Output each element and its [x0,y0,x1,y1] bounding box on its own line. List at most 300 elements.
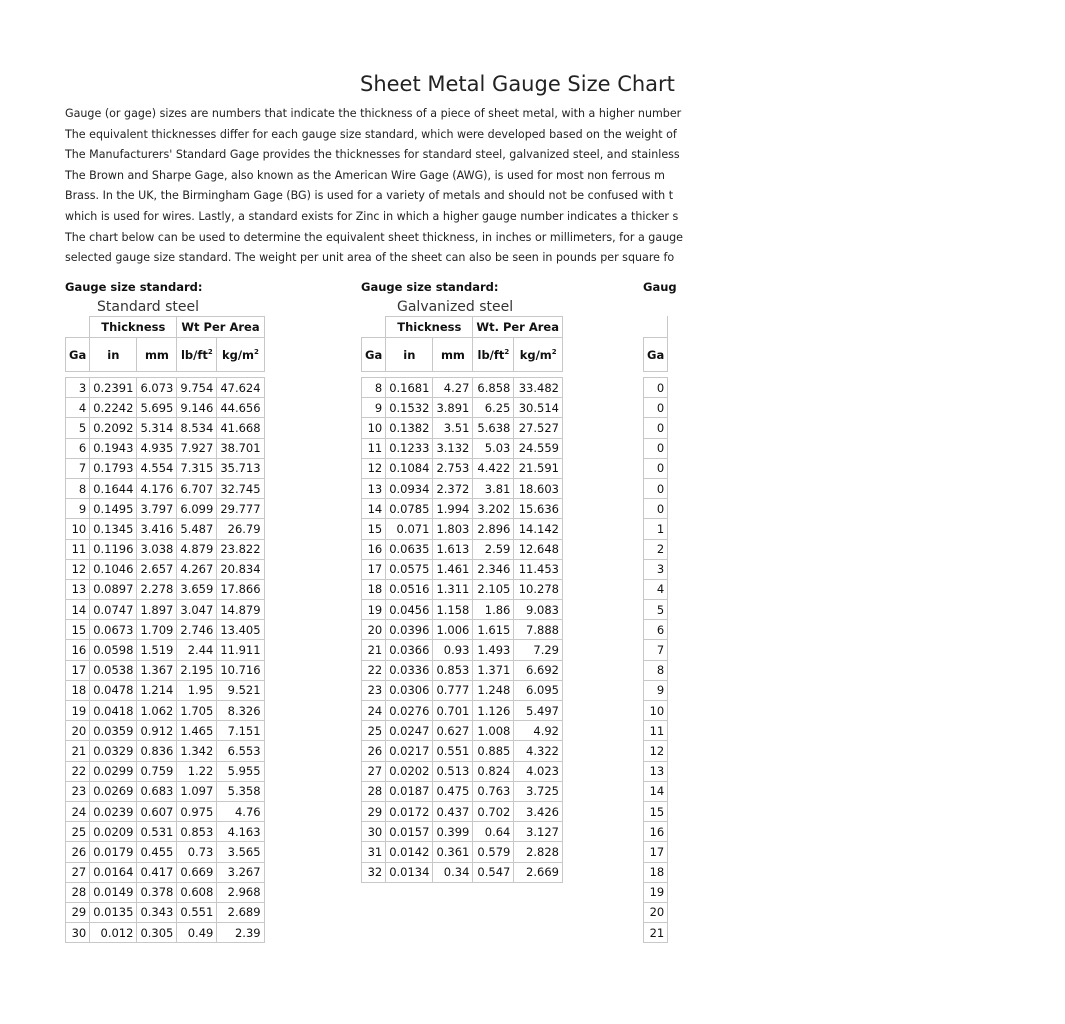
inch-cell: 0.0516 [386,579,433,599]
mm-cell: 1.158 [433,600,473,620]
table-row [644,418,668,438]
mm-cell: 2.372 [433,478,473,498]
kg-m2-cell: 26.79 [217,519,264,539]
gauge-cell: 13 [66,579,90,599]
in-header: in [386,338,433,372]
inch-cell: 0.0187 [386,781,433,801]
mm-cell: 1.461 [433,559,473,579]
lb-ft2-header: $lb/ft^2$ [177,338,217,372]
table-row [66,458,265,478]
kg-m2-header: $kg/m^2$ [514,338,563,372]
lb-ft2-cell: 7.927 [177,438,217,458]
table-row [362,801,563,821]
gauge-cell: 1 [644,519,668,539]
gauge-size-label: Gaug [643,280,677,294]
inch-cell: 0.0269 [90,781,137,801]
gauge-cell: 0 [644,418,668,438]
mm-cell: 3.132 [433,438,473,458]
gauge-cell: 24 [362,701,386,721]
mm-cell: 1.613 [433,539,473,559]
thickness-group-header: Thickness [386,317,473,338]
gauge-cell: 10 [362,418,386,438]
kg-m2-header: $kg/m^2$ [217,338,264,372]
ga-header: Ga [66,338,90,372]
mm-cell: 0.93 [433,640,473,660]
table-row [362,701,563,721]
lb-ft2-cell: 1.126 [473,701,514,721]
table-row [66,781,265,801]
gauge-cell: 19 [362,600,386,620]
gauge-cell: 8 [66,478,90,498]
ga-header: Ga [644,338,668,372]
inch-cell: 0.0673 [90,620,137,640]
lb-ft2-cell: 1.008 [473,721,514,741]
table-row [644,438,668,458]
inch-cell: 0.0217 [386,741,433,761]
lb-ft2-cell: 3.659 [177,579,217,599]
gauge-cell: 10 [644,701,668,721]
gauge-cell: 17 [644,842,668,862]
table-row [66,923,265,943]
gauge-cell: 29 [362,801,386,821]
table-row [644,600,668,620]
mm-cell: 0.34 [433,862,473,882]
gauge-cell: 0 [644,438,668,458]
gauge-cell: 12 [66,559,90,579]
inch-cell: 0.2391 [90,378,137,398]
lb-ft2-cell: 5.638 [473,418,514,438]
gauge-cell: 4 [644,579,668,599]
mm-cell: 1.519 [137,640,177,660]
lb-ft2-cell: 6.707 [177,478,217,498]
lb-ft2-cell: 1.615 [473,620,514,640]
gauge-cell: 12 [644,741,668,761]
table-row [66,761,265,781]
lb-ft2-cell: 3.81 [473,478,514,498]
table-row [66,418,265,438]
weight-group-header: Wt Per Area [177,317,264,338]
kg-m2-cell: 4.92 [514,721,563,741]
gauge-cell: 13 [644,761,668,781]
gauge-cell: 27 [66,862,90,882]
kg-m2-cell: 44.656 [217,398,264,418]
kg-m2-cell: 3.426 [514,801,563,821]
corner-cell [644,317,668,338]
mm-cell: 0.399 [433,822,473,842]
gauge-cell: 0 [644,378,668,398]
kg-m2-cell: 2.689 [217,902,264,922]
table-row [66,620,265,640]
kg-m2-cell: 21.591 [514,458,563,478]
lb-ft2-cell: 3.202 [473,499,514,519]
table-row [362,741,563,761]
inch-cell: 0.0575 [386,559,433,579]
intro-line: The equivalent thicknesses differ for each gauge size standard, which were developed based on the weight of [65,127,677,141]
table-row [66,902,265,922]
lb-ft2-cell: 1.465 [177,721,217,741]
gauge-cell: 3 [644,559,668,579]
kg-m2-cell: 4.163 [217,822,264,842]
kg-m2-cell: 14.142 [514,519,563,539]
kg-m2-cell: 6.692 [514,660,563,680]
inch-cell: 0.0336 [386,660,433,680]
mm-cell: 0.378 [137,882,177,902]
mm-cell: 0.551 [433,741,473,761]
gauge-cell: 0 [644,478,668,498]
kg-m2-cell: 15.636 [514,499,563,519]
lb-ft-unit: lb/ft [477,347,505,362]
table-row [644,701,668,721]
gauge-cell: 29 [66,902,90,922]
inch-cell: 0.1495 [90,499,137,519]
table-row [644,398,668,418]
lb-ft2-cell: 7.315 [177,458,217,478]
inch-cell: 0.0598 [90,640,137,660]
table-row [644,620,668,640]
mm-cell: 5.314 [137,418,177,438]
table-row [66,660,265,680]
corner-cell [362,317,386,338]
table-row [644,660,668,680]
gauge-cell: 22 [362,660,386,680]
table-row [362,600,563,620]
mm-cell: 3.797 [137,499,177,519]
table-row [644,579,668,599]
table-row [362,862,563,882]
gauge-cell: 17 [66,660,90,680]
inch-cell: 0.0418 [90,701,137,721]
lb-ft2-cell: 8.534 [177,418,217,438]
kg-m2-cell: 2.828 [514,842,563,862]
gauge-cell: 16 [66,640,90,660]
table-row [362,579,563,599]
gauge-cell: 15 [362,519,386,539]
gauge-cell: 8 [644,660,668,680]
kg-m2-cell: 18.603 [514,478,563,498]
mm-cell: 0.683 [137,781,177,801]
kg-m2-cell: 47.624 [217,378,264,398]
gauge-cell: 20 [362,620,386,640]
mm-cell: 1.803 [433,519,473,539]
gauge-cell: 18 [66,680,90,700]
table-row [644,882,668,902]
mm-cell: 3.51 [433,418,473,438]
thickness-group-header: Thickness [90,317,177,338]
table-row [362,680,563,700]
intro-line: Gauge (or gage) sizes are numbers that indicate the thickness of a piece of sheet metal, with a higher number [65,107,682,120]
mm-cell: 4.176 [137,478,177,498]
lb-ft2-cell: 1.097 [177,781,217,801]
kg-m2-cell: 27.527 [514,418,563,438]
gauge-cell: 21 [362,640,386,660]
gauge-cell: 11 [362,438,386,458]
inch-cell: 0.1943 [90,438,137,458]
gauge-cell: 5 [66,418,90,438]
table-row [644,539,668,559]
inch-cell: 0.0157 [386,822,433,842]
table-row [66,701,265,721]
gauge-cell: 21 [66,741,90,761]
lb-ft2-cell: 4.267 [177,559,217,579]
inch-cell: 0.0456 [386,600,433,620]
table-row [362,418,563,438]
mm-cell: 0.627 [433,721,473,741]
table-row [644,721,668,741]
inch-cell: 0.1345 [90,519,137,539]
table-row [362,842,563,862]
table-row [644,378,668,398]
gauge-cell: 18 [644,862,668,882]
gauge-cell: 31 [362,842,386,862]
mm-cell: 0.759 [137,761,177,781]
lb-ft2-cell: 6.858 [473,378,514,398]
mm-cell: 0.777 [433,680,473,700]
inch-cell: 0.0276 [386,701,433,721]
in-header: in [90,338,137,372]
intro-line: selected gauge size standard. The weight per unit area of the sheet can also be seen in pounds per square fo [65,251,675,265]
gauge-cell: 15 [66,620,90,640]
table-row [66,519,265,539]
gauge-cell: 7 [644,640,668,660]
lb-ft2-cell: 0.763 [473,781,514,801]
inch-cell: 0.1532 [386,398,433,418]
kg-m2-cell: 10.716 [217,660,264,680]
kg-m2-cell: 5.497 [514,701,563,721]
kg-m2-cell: 2.968 [217,882,264,902]
kg-m2-cell: 30.514 [514,398,563,418]
table-row [644,822,668,842]
inch-cell: 0.0142 [386,842,433,862]
table-row [644,781,668,801]
inch-cell: 0.0747 [90,600,137,620]
gauge-cell: 0 [644,458,668,478]
lb-ft2-cell: 1.95 [177,680,217,700]
lb-ft2-cell: 0.64 [473,822,514,842]
gauge-cell: 26 [66,842,90,862]
intro-paragraph [65,104,1065,269]
table-row [66,539,265,559]
gauge-cell: 16 [362,539,386,559]
kg-m2-cell: 38.701 [217,438,264,458]
inch-cell: 0.1793 [90,458,137,478]
gauge-cell: 11 [644,721,668,741]
mm-cell: 3.038 [137,539,177,559]
standard-name: Standard steel [97,299,200,315]
gauge-cell: 12 [362,458,386,478]
mm-cell: 4.27 [433,378,473,398]
inch-cell: 0.1046 [90,559,137,579]
kg-m2-cell: 9.083 [514,600,563,620]
table-row [644,478,668,498]
mm-cell: 1.311 [433,579,473,599]
lb-ft2-cell: 0.885 [473,741,514,761]
intro-line: The Brown and Sharpe Gage, also known as the American Wire Gage (AWG), is used for most non ferrous m [65,168,665,182]
mm-cell: 0.305 [137,923,177,943]
table-row [362,458,563,478]
gauge-cell: 14 [66,600,90,620]
inch-cell: 0.0172 [386,801,433,821]
gauge-cell: 4 [66,398,90,418]
lb-ft2-cell: 2.59 [473,539,514,559]
table-row [66,862,265,882]
gauge-cell: 9 [644,680,668,700]
mm-cell: 1.214 [137,680,177,700]
table-row [362,660,563,680]
inch-cell: 0.0239 [90,801,137,821]
lb-ft2-cell: 0.824 [473,761,514,781]
gauge-table-third [643,316,668,943]
kg-m2-cell: 2.669 [514,862,563,882]
lb-ft2-cell: 0.73 [177,842,217,862]
mm-cell: 6.073 [137,378,177,398]
gauge-cell: 23 [66,781,90,801]
gauge-size-label: Gauge size standard: [65,280,203,294]
gauge-cell: 30 [66,923,90,943]
table-row [644,923,668,943]
lb-ft2-cell: 0.551 [177,902,217,922]
gauge-cell: 18 [362,579,386,599]
gauge-cell: 14 [644,781,668,801]
gauge-cell: 19 [644,882,668,902]
gauge-cell: 20 [644,902,668,922]
gauge-cell: 25 [66,822,90,842]
table-row [66,741,265,761]
lb-ft2-cell: 0.608 [177,882,217,902]
inch-cell: 0.1196 [90,539,137,559]
mm-cell: 0.417 [137,862,177,882]
kg-m2-cell: 4.76 [217,801,264,821]
gauge-cell: 11 [66,539,90,559]
gauge-cell: 32 [362,862,386,882]
mm-cell: 1.062 [137,701,177,721]
mm-header: mm [137,338,177,372]
kg-m2-cell: 10.278 [514,579,563,599]
table-row [66,882,265,902]
inch-cell: 0.0299 [90,761,137,781]
gauge-cell: 9 [66,499,90,519]
inch-cell: 0.0202 [386,761,433,781]
table-row [362,781,563,801]
mm-header: mm [433,338,473,372]
inch-cell: 0.0934 [386,478,433,498]
lb-ft2-cell: 1.493 [473,640,514,660]
inch-cell: 0.0179 [90,842,137,862]
gauge-cell: 25 [362,721,386,741]
inch-cell: 0.0135 [90,902,137,922]
gauge-cell: 27 [362,761,386,781]
table-row [644,741,668,761]
intro-line: The chart below can be used to determine the equivalent sheet thickness, in inches or millimeters, for a gauge [65,230,684,244]
lb-ft2-cell: 9.754 [177,378,217,398]
inch-cell: 0.0359 [90,721,137,741]
kg-m2-cell: 32.745 [217,478,264,498]
lb-ft2-cell: 0.975 [177,801,217,821]
mm-cell: 4.554 [137,458,177,478]
inch-cell: 0.0209 [90,822,137,842]
table-row [362,378,563,398]
intro-line: which is used for wires. Lastly, a standard exists for Zinc in which a higher gauge number indicates a thicker s [65,209,679,223]
mm-cell: 1.006 [433,620,473,640]
kg-m2-cell: 23.822 [217,539,264,559]
table-row [644,640,668,660]
lb-ft-unit: lb/ft [180,347,208,362]
intro-line: Brass. In the UK, the Birmingham Gage (BG) is used for a variety of metals and should not be confused with t [65,189,674,203]
table-row [644,902,668,922]
kg-m2-cell: 11.453 [514,559,563,579]
mm-cell: 0.361 [433,842,473,862]
gauge-cell: 21 [644,923,668,943]
gauge-cell: 26 [362,741,386,761]
inch-cell: 0.071 [386,519,433,539]
inch-cell: 0.2092 [90,418,137,438]
gauge-cell: 20 [66,721,90,741]
kg-m2-cell: 7.29 [514,640,563,660]
mm-cell: 0.475 [433,781,473,801]
mm-cell: 0.513 [433,761,473,781]
lb-ft2-cell: 4.422 [473,458,514,478]
weight-group-header: Wt. Per Area [473,317,563,338]
gauge-cell: 10 [66,519,90,539]
kg-m2-cell: 14.879 [217,600,264,620]
gauge-cell: 3 [66,378,90,398]
lb-ft2-cell: 1.371 [473,660,514,680]
inch-cell: 0.0329 [90,741,137,761]
table-row [362,398,563,418]
gauge-table-galvanized-steel [361,316,563,883]
mm-cell: 4.935 [137,438,177,458]
lb-ft2-cell: 0.669 [177,862,217,882]
kg-m2-cell: 5.955 [217,761,264,781]
gauge-cell: 24 [66,801,90,821]
table-row [644,458,668,478]
lb-ft2-cell: 0.853 [177,822,217,842]
lb-ft2-cell: 9.146 [177,398,217,418]
table-row [66,822,265,842]
table-row [66,721,265,741]
gauge-cell: 28 [66,882,90,902]
table-row [644,801,668,821]
table-row [66,478,265,498]
table-row [644,559,668,579]
inch-cell: 0.0396 [386,620,433,640]
gauge-cell: 16 [644,822,668,842]
table-row [362,822,563,842]
table-row [66,499,265,519]
inch-cell: 0.0897 [90,579,137,599]
lb-ft2-cell: 1.22 [177,761,217,781]
inch-cell: 0.0306 [386,680,433,700]
table-row [362,721,563,741]
table-row [362,640,563,660]
inch-cell: 0.0785 [386,499,433,519]
table-row [66,579,265,599]
kg-m2-cell: 41.668 [217,418,264,438]
gauge-cell: 0 [644,398,668,418]
gauge-cell: 6 [644,620,668,640]
table-row [644,519,668,539]
kg-m2-cell: 6.095 [514,680,563,700]
kg-m2-cell: 3.127 [514,822,563,842]
kg-m2-cell: 4.023 [514,761,563,781]
table-row [66,378,265,398]
lb-ft2-cell: 2.346 [473,559,514,579]
inch-cell: 0.0134 [386,862,433,882]
kg-m2-cell: 2.39 [217,923,264,943]
lb-ft2-cell: 1.342 [177,741,217,761]
lb-ft2-cell: 0.547 [473,862,514,882]
kg-m2-cell: 33.482 [514,378,563,398]
mm-cell: 0.607 [137,801,177,821]
